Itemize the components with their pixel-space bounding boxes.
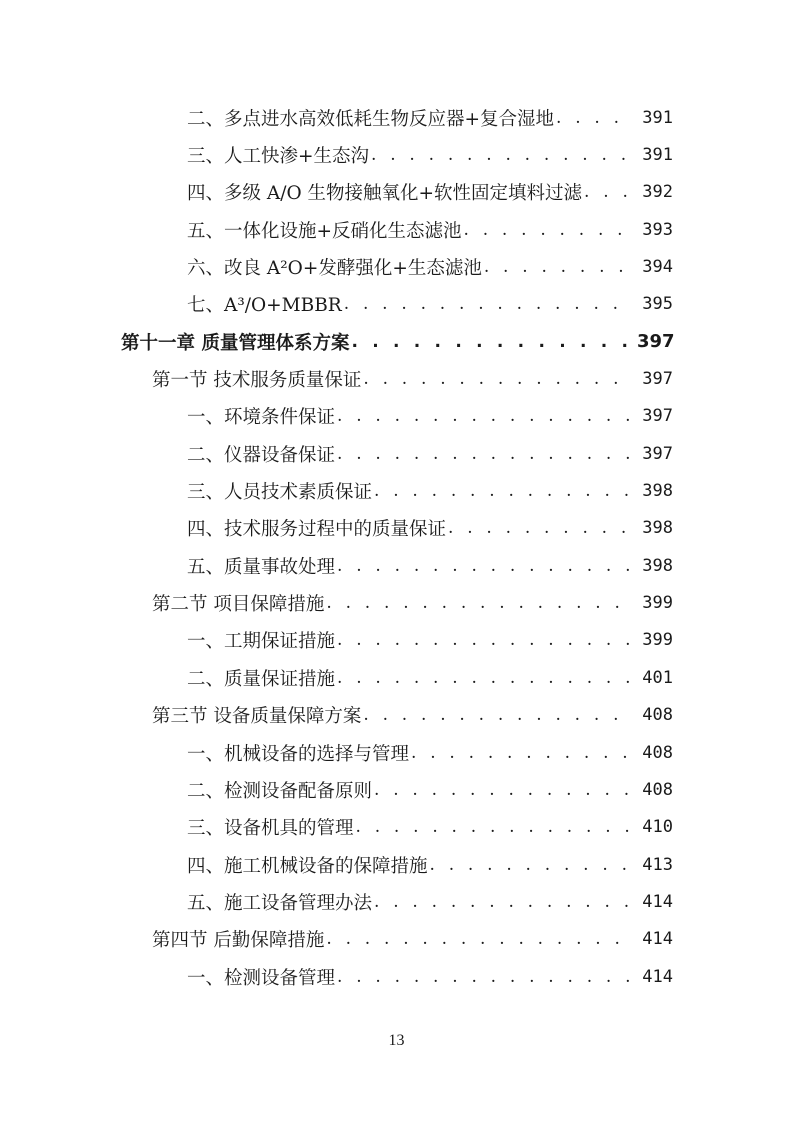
- toc-entry-page: 391: [642, 107, 673, 128]
- toc-entry-title: 第四节 后勤保障措施: [152, 930, 325, 952]
- dot-leader: [337, 406, 631, 426]
- dot-leader: [356, 817, 631, 837]
- dot-leader: [374, 892, 631, 912]
- toc-entry-page: 414: [642, 891, 673, 912]
- toc-entry-title: 七、A³/O+MBBR: [187, 295, 342, 317]
- toc-entry-title: 二、检测设备配备原则: [187, 780, 373, 802]
- toc-entry-page: 408: [642, 705, 673, 726]
- toc-entry[interactable]: [0, 958, 793, 995]
- toc-entry-page: 397: [642, 406, 673, 427]
- dot-leader: [374, 481, 631, 501]
- toc-entry-page: 410: [642, 817, 673, 838]
- toc-entry-page: 401: [642, 667, 673, 688]
- toc-entry[interactable]: [0, 771, 793, 808]
- toc-entry-title: 三、人工快渗+生态沟: [187, 146, 370, 168]
- dot-leader: [326, 929, 631, 949]
- toc-entry-title: 五、一体化设施+反硝化生态滤池: [187, 220, 462, 242]
- toc-entry[interactable]: [0, 846, 793, 883]
- dot-leader: [556, 108, 631, 128]
- toc-entry-page: 413: [642, 854, 673, 875]
- toc-entry-title: 一、工期保证措施: [187, 631, 336, 653]
- dot-leader: [337, 630, 631, 650]
- toc-entry-title: 三、设备机具的管理: [187, 818, 354, 840]
- toc-entry-page: 399: [642, 593, 673, 614]
- toc-entry[interactable]: [0, 547, 793, 584]
- toc-entry-page: 408: [642, 779, 673, 800]
- toc-entry-title: 五、施工设备管理办法: [187, 892, 373, 914]
- dot-leader: [430, 855, 631, 875]
- dot-leader: [337, 444, 631, 464]
- dot-leader: [371, 145, 631, 165]
- toc-entry-title: 四、技术服务过程中的质量保证: [187, 519, 447, 541]
- toc-entry[interactable]: [0, 734, 793, 771]
- toc-entry[interactable]: [0, 286, 793, 323]
- toc-entry-title: 四、多级 A/O 生物接触氧化+软性固定填料过滤: [187, 183, 583, 205]
- table-of-contents: [0, 99, 793, 995]
- toc-entry-page: 408: [642, 742, 673, 763]
- toc-entry[interactable]: [0, 883, 793, 920]
- dot-leader: [344, 294, 631, 314]
- toc-entry[interactable]: [0, 435, 793, 472]
- toc-entry[interactable]: [0, 136, 793, 173]
- toc-entry-page: 392: [642, 182, 673, 203]
- dot-leader: [584, 182, 631, 202]
- toc-entry-page: 391: [642, 145, 673, 166]
- toc-entry[interactable]: [0, 622, 793, 659]
- toc-entry-page: 414: [642, 929, 673, 950]
- toc-section-entry[interactable]: [0, 584, 793, 621]
- toc-entry-title: 二、多点进水高效低耗生物反应器+复合湿地: [187, 108, 555, 130]
- dot-leader: [337, 967, 631, 987]
- toc-entry-title: 一、机械设备的选择与管理: [187, 743, 410, 765]
- dot-leader: [411, 743, 631, 763]
- toc-entry-title: 二、质量保证措施: [187, 668, 336, 690]
- toc-entry-page: 397: [642, 369, 673, 390]
- toc-entry[interactable]: [0, 174, 793, 211]
- toc-entry[interactable]: [0, 211, 793, 248]
- dot-leader: [374, 780, 631, 800]
- toc-entry[interactable]: [0, 398, 793, 435]
- toc-entry-title: 一、环境条件保证: [187, 407, 336, 429]
- toc-entry[interactable]: [0, 659, 793, 696]
- dot-leader: [337, 556, 631, 576]
- toc-entry-title: 第十一章 质量管理体系方案: [121, 332, 350, 354]
- dot-leader: [448, 518, 631, 538]
- toc-entry-page: 394: [642, 257, 673, 278]
- dot-leader: [363, 705, 631, 725]
- toc-entry-title: 二、仪器设备保证: [187, 444, 336, 466]
- toc-entry-title: 四、施工机械设备的保障措施: [187, 855, 428, 877]
- toc-entry-page: 398: [642, 518, 673, 539]
- toc-entry-page: 399: [642, 630, 673, 651]
- toc-entry[interactable]: [0, 510, 793, 547]
- toc-entry[interactable]: [0, 472, 793, 509]
- toc-chapter-entry[interactable]: [0, 323, 793, 360]
- toc-section-entry[interactable]: [0, 360, 793, 397]
- toc-entry-title: 五、质量事故处理: [187, 556, 336, 578]
- toc-entry-title: 三、人员技术素质保证: [187, 482, 373, 504]
- toc-section-entry[interactable]: [0, 697, 793, 734]
- toc-entry[interactable]: [0, 248, 793, 285]
- toc-entry-title: 第二节 项目保障措施: [152, 594, 325, 616]
- page-number: 13: [388, 1032, 405, 1049]
- toc-entry-page: 398: [642, 555, 673, 576]
- toc-entry-page: 393: [642, 219, 673, 240]
- dot-leader: [326, 593, 631, 613]
- dot-leader: [351, 332, 631, 352]
- toc-entry-page: 414: [642, 966, 673, 987]
- toc-entry-page: 398: [642, 481, 673, 502]
- toc-entry-title: 一、检测设备管理: [187, 967, 336, 989]
- toc-entry[interactable]: [0, 809, 793, 846]
- toc-entry[interactable]: [0, 99, 793, 136]
- toc-entry-page: 397: [637, 331, 675, 353]
- dot-leader: [337, 668, 631, 688]
- toc-entry-title: 第三节 设备质量保障方案: [152, 706, 362, 728]
- dot-leader: [464, 220, 631, 240]
- toc-entry-title: 第一节 技术服务质量保证: [152, 370, 362, 392]
- toc-entry-page: 395: [642, 294, 673, 315]
- toc-entry-title: 六、改良 A²O+发酵强化+生态滤池: [187, 258, 482, 280]
- toc-entry-page: 397: [642, 443, 673, 464]
- dot-leader: [363, 369, 631, 389]
- dot-leader: [484, 257, 631, 277]
- toc-section-entry[interactable]: [0, 921, 793, 958]
